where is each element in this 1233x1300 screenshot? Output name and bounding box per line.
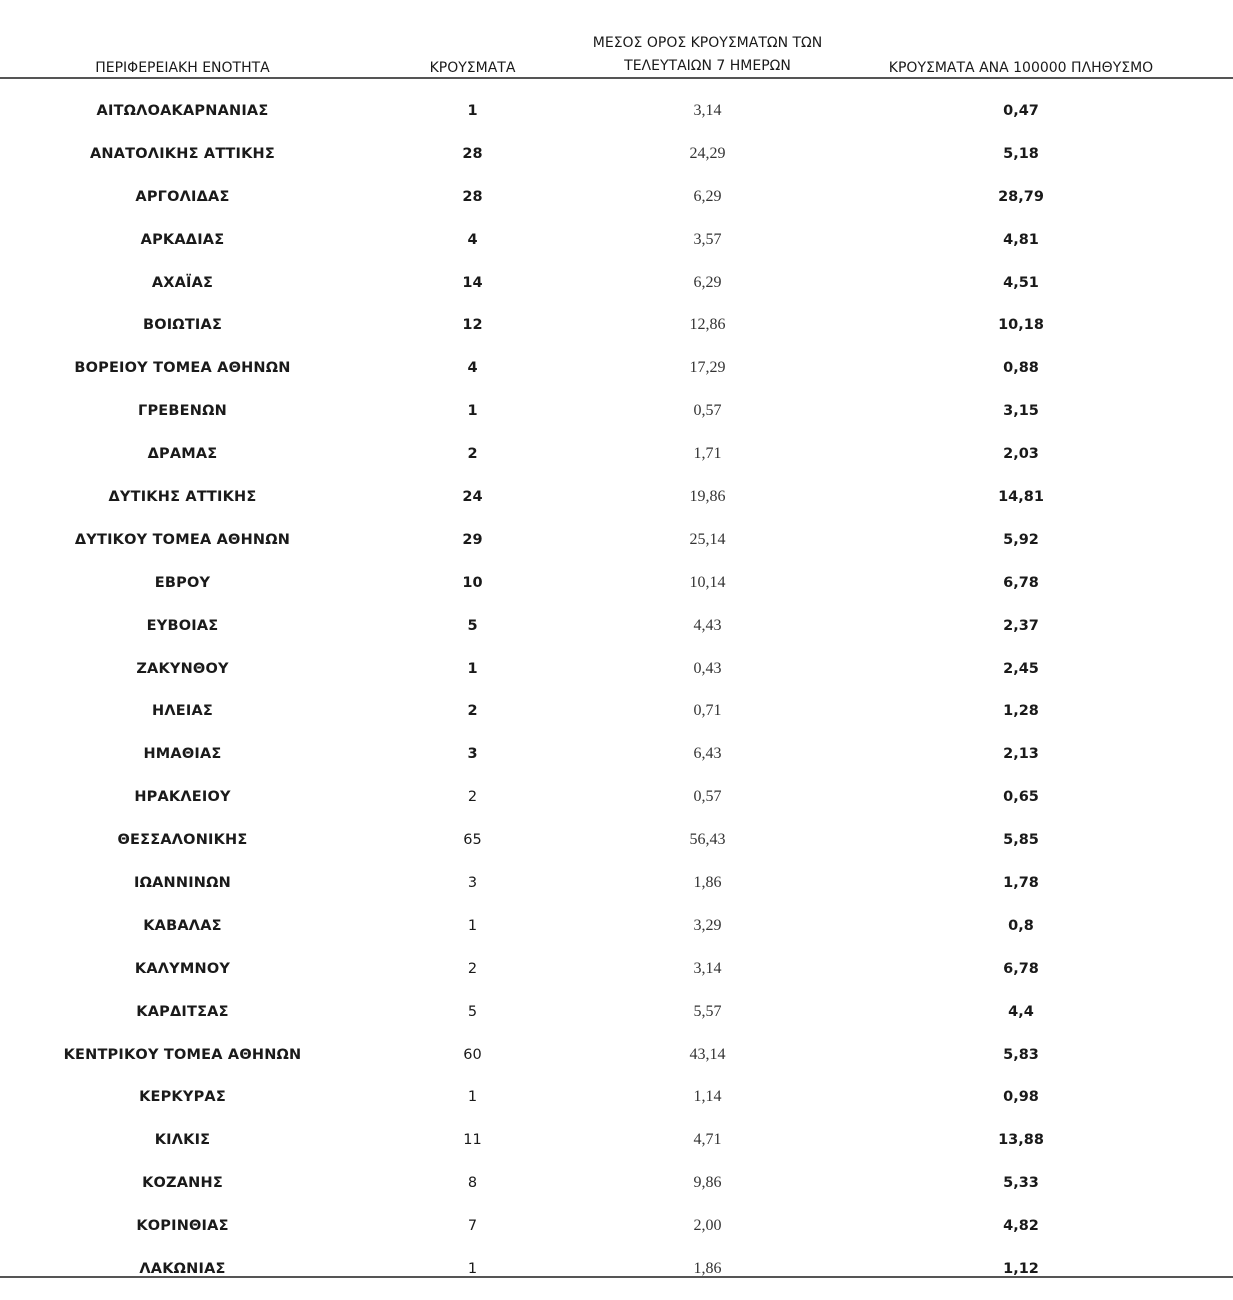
cell-cases-per-100k: 4,82: [1003, 1218, 1039, 1235]
cell-region: ΕΒΡΟΥ: [154, 574, 211, 591]
cell-average-7-days: 6,29: [693, 273, 722, 291]
table-row: [0, 1248, 1233, 1276]
cell-region: ΚΕΡΚΥΡΑΣ: [139, 1089, 226, 1106]
cell-region: ΕΥΒΟΙΑΣ: [146, 617, 219, 634]
cell-cases-per-100k: 5,18: [1003, 145, 1039, 162]
cell-cases-per-100k: 13,88: [998, 1132, 1044, 1149]
table-row: [0, 733, 1233, 776]
cell-region: ΑΧΑΪΑΣ: [151, 274, 214, 291]
cell-region: ΚΙΛΚΙΣ: [154, 1132, 211, 1149]
cell-cases-per-100k: 5,33: [1003, 1175, 1039, 1192]
header-average-line-2: ΤΕΛΕΥΤΑΙΩΝ 7 ΗΜΕΡΩΝ: [624, 58, 791, 74]
table-header: [0, 0, 1233, 78]
cell-cases: 3: [467, 875, 478, 892]
table-row: [0, 219, 1233, 262]
cell-region: ΒΟΡΕΙΟΥ ΤΟΜΕΑ ΑΘΗΝΩΝ: [74, 360, 291, 377]
table-row: [0, 1205, 1233, 1248]
cell-cases-per-100k: 28,79: [998, 188, 1044, 205]
cell-average-7-days: 56,43: [689, 831, 726, 849]
cell-average-7-days: 12,86: [689, 316, 726, 334]
cell-cases: 28: [462, 145, 483, 162]
cell-average-7-days: 3,14: [693, 102, 722, 119]
cell-average-7-days: 6,29: [693, 187, 722, 205]
table-bottom-divider: [0, 1276, 1233, 1278]
cell-cases-per-100k: 5,85: [1003, 832, 1039, 849]
cell-average-7-days: 19,86: [689, 488, 726, 506]
header-region: ΠΕΡΙΦΕΡΕΙΑΚΗ ΕΝΟΤΗΤΑ: [95, 60, 270, 76]
cell-cases: 2: [467, 703, 478, 720]
cell-region: ΛΑΚΩΝΙΑΣ: [139, 1261, 226, 1276]
cell-average-7-days: 0,57: [693, 402, 722, 420]
cell-average-7-days: 17,29: [689, 359, 726, 377]
cell-cases-per-100k: 2,13: [1003, 746, 1039, 763]
cell-cases: 1: [467, 103, 478, 119]
table-row: [0, 1162, 1233, 1205]
cell-cases-per-100k: 0,98: [1003, 1089, 1039, 1106]
cell-cases-per-100k: 14,81: [998, 489, 1044, 506]
cell-cases: 3: [467, 746, 478, 763]
cell-cases-per-100k: 0,88: [1003, 360, 1039, 377]
cell-cases-per-100k: 0,47: [1003, 103, 1039, 119]
cell-average-7-days: 0,71: [693, 702, 722, 720]
cell-average-7-days: 3,29: [693, 916, 722, 934]
cell-cases: 5: [467, 1003, 478, 1020]
table-row: [0, 991, 1233, 1034]
cell-region: ΑΡΓΟΛΙΔΑΣ: [135, 188, 230, 205]
cell-average-7-days: 3,14: [693, 959, 722, 977]
cell-average-7-days: 1,86: [693, 874, 722, 892]
cell-region: ΚΑΒΑΛΑΣ: [143, 917, 222, 934]
cell-cases-per-100k: 5,83: [1003, 1046, 1039, 1063]
cell-region: ΒΟΙΩΤΙΑΣ: [142, 317, 223, 334]
cell-region: ΚΑΡΔΙΤΣΑΣ: [136, 1003, 229, 1020]
cell-region: ΔΥΤΙΚΟΥ ΤΟΜΕΑ ΑΘΗΝΩΝ: [74, 531, 291, 548]
cell-cases-per-100k: 0,8: [1008, 917, 1034, 934]
table-row: [0, 605, 1233, 648]
cell-cases-per-100k: 0,65: [1003, 789, 1039, 806]
header-cases: ΚΡΟΥΣΜΑΤΑ: [429, 60, 516, 76]
cell-average-7-days: 5,57: [693, 1002, 722, 1020]
cell-average-7-days: 3,57: [693, 230, 722, 248]
table-row: [0, 476, 1233, 519]
cell-cases-per-100k: 4,81: [1003, 231, 1039, 248]
cell-average-7-days: 2,00: [693, 1217, 722, 1235]
table-row: [0, 948, 1233, 991]
table-row: [0, 176, 1233, 219]
cell-cases: 2: [467, 446, 478, 463]
header-cases-per-100k: ΚΡΟΥΣΜΑΤΑ ΑΝΑ 100000 ΠΛΗΘΥΣΜΟ: [888, 60, 1154, 76]
cell-average-7-days: 1,71: [693, 445, 722, 463]
cell-average-7-days: 1,14: [693, 1088, 722, 1106]
cell-cases: 60: [463, 1046, 482, 1063]
cell-cases-per-100k: 3,15: [1003, 403, 1039, 420]
cell-region: ΗΡΑΚΛΕΙΟΥ: [134, 789, 231, 806]
cell-average-7-days: 43,14: [689, 1045, 726, 1063]
table-row: [0, 776, 1233, 819]
table-row: [0, 905, 1233, 948]
table-row: [0, 1076, 1233, 1119]
cell-cases-per-100k: 6,78: [1003, 960, 1039, 977]
cell-cases: 12: [462, 317, 483, 334]
cell-region: ΓΡΕΒΕΝΩΝ: [138, 403, 227, 420]
cell-average-7-days: 0,57: [693, 788, 722, 806]
cell-cases: 1: [467, 403, 478, 420]
cell-average-7-days: 6,43: [693, 745, 722, 763]
cell-cases-per-100k: 4,51: [1003, 274, 1039, 291]
cell-region: ΘΕΣΣΑΛΟΝΙΚΗΣ: [117, 832, 248, 849]
cell-cases-per-100k: 1,78: [1003, 875, 1039, 892]
table-row: [0, 519, 1233, 562]
header-divider: [0, 77, 1233, 79]
cell-cases: 14: [462, 274, 483, 291]
cell-cases: 2: [467, 789, 478, 806]
cell-average-7-days: 4,43: [693, 616, 722, 634]
table-row: [0, 433, 1233, 476]
cell-region: ΚΟΡΙΝΘΙΑΣ: [136, 1218, 229, 1235]
cell-cases-per-100k: 1,12: [1003, 1261, 1039, 1276]
cell-cases: 8: [467, 1175, 478, 1192]
table-row: [0, 390, 1233, 433]
cell-cases-per-100k: 2,45: [1003, 660, 1039, 677]
cell-cases: 1: [467, 917, 478, 934]
table-row: [0, 1119, 1233, 1162]
cell-region: ΙΩΑΝΝΙΝΩΝ: [133, 875, 231, 892]
table-row: [0, 304, 1233, 347]
cell-cases: 1: [467, 1261, 478, 1276]
table-row: [0, 819, 1233, 862]
cell-region: ΖΑΚΥΝΘΟΥ: [136, 660, 229, 677]
table-row: [0, 262, 1233, 305]
cell-cases: 28: [462, 188, 483, 205]
table-row: [0, 1034, 1233, 1077]
cell-cases: 4: [467, 360, 478, 377]
cell-cases: 10: [462, 574, 483, 591]
cell-cases: 2: [467, 960, 478, 977]
cell-region: ΑΝΑΤΟΛΙΚΗΣ ΑΤΤΙΚΗΣ: [89, 145, 275, 162]
cell-cases: 1: [467, 1089, 478, 1106]
cell-cases-per-100k: 5,92: [1003, 531, 1039, 548]
cell-average-7-days: 9,86: [693, 1174, 722, 1192]
cell-cases: 1: [467, 660, 478, 677]
cell-average-7-days: 24,29: [689, 144, 726, 162]
cell-cases-per-100k: 10,18: [998, 317, 1044, 334]
cell-cases: 24: [462, 489, 483, 506]
cell-region: ΗΜΑΘΙΑΣ: [143, 746, 222, 763]
cell-cases: 29: [462, 531, 483, 548]
table-row: [0, 862, 1233, 905]
cell-cases: 4: [467, 231, 478, 248]
cell-cases-per-100k: 6,78: [1003, 574, 1039, 591]
cell-region: ΔΥΤΙΚΗΣ ΑΤΤΙΚΗΣ: [108, 489, 257, 506]
cell-average-7-days: 10,14: [689, 573, 726, 591]
cell-region: ΚΟΖΑΝΗΣ: [142, 1175, 223, 1192]
table-row: [0, 562, 1233, 605]
cell-region: ΚΑΛΥΜΝΟΥ: [134, 960, 231, 977]
cell-region: ΔΡΑΜΑΣ: [147, 446, 218, 463]
cell-region: ΑΡΚΑΔΙΑΣ: [140, 231, 225, 248]
cell-average-7-days: 25,14: [689, 530, 726, 548]
header-average-line-1: ΜΕΣΟΣ ΟΡΟΣ ΚΡΟΥΣΜΑΤΩΝ ΤΩΝ: [592, 35, 823, 51]
cell-cases-per-100k: 4,4: [1008, 1003, 1034, 1020]
cell-region: ΚΕΝΤΡΙΚΟΥ ΤΟΜΕΑ ΑΘΗΝΩΝ: [63, 1046, 302, 1063]
cell-region: ΑΙΤΩΛΟΑΚΑΡΝΑΝΙΑΣ: [96, 103, 269, 119]
cell-average-7-days: 4,71: [693, 1131, 722, 1149]
cell-cases-per-100k: 2,03: [1003, 446, 1039, 463]
table-row: [0, 347, 1233, 390]
cell-cases: 11: [463, 1132, 482, 1149]
cell-cases: 5: [467, 617, 478, 634]
header-average-7-days: [555, 32, 860, 78]
cell-region: ΗΛΕΙΑΣ: [152, 703, 213, 720]
cell-cases: 7: [467, 1218, 478, 1235]
cell-cases-per-100k: 2,37: [1003, 617, 1039, 634]
table-row: [0, 690, 1233, 733]
table-body: [0, 90, 1233, 1276]
cell-average-7-days: 1,86: [693, 1260, 722, 1276]
table-row: [0, 133, 1233, 176]
cell-average-7-days: 0,43: [693, 659, 722, 677]
table-row: [0, 90, 1233, 133]
table-row: [0, 648, 1233, 691]
cell-cases: 65: [463, 832, 482, 849]
cell-cases-per-100k: 1,28: [1003, 703, 1039, 720]
